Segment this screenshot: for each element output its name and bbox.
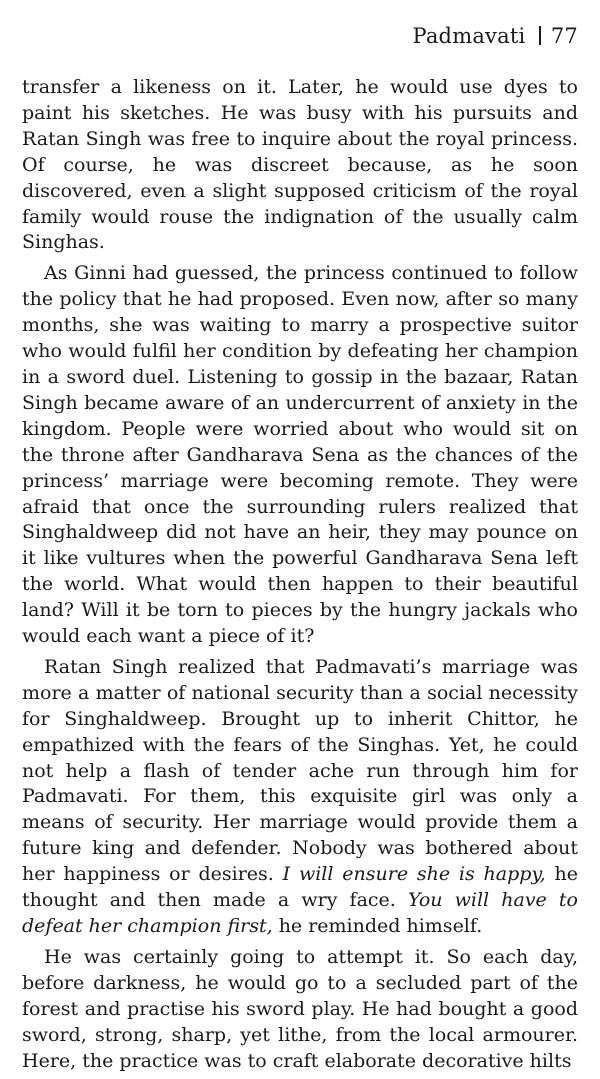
paragraph-4 <box>22 945 578 1075</box>
paragraph-3-italic-reminder: You will have to defeat her champion first, <box>22 889 578 937</box>
page-number: 77 <box>550 24 578 48</box>
header-separator <box>539 26 541 45</box>
book-page <box>22 0 578 1072</box>
paragraph-3 <box>22 655 578 940</box>
paragraph-3-text-c: he reminded himself. <box>272 915 483 937</box>
paragraph-3-italic-thought: I will ensure she is happy, <box>282 863 546 886</box>
paragraph-1 <box>22 75 578 256</box>
book-title: Padmavati <box>412 24 526 48</box>
body-text <box>22 75 578 1079</box>
running-head <box>412 22 578 50</box>
paragraph-2 <box>22 261 578 650</box>
paragraph-2-text: As Ginni had guessed, the princess continued to follow the policy that he had proposed. Even now, after so many months, she was waiting to marry a prospective suitor who would fulfil her condition by defeating her champion in a sword duel. Listening to gossip in the bazaar, Ratan Singh became aware of an undercurrent of anxiety in the kingdom. People were worried about who would sit on the throne after Gandharava Sena as the chances of the princess’ marriage were becoming remote. They were afraid that once the surrounding rulers realized that Singhaldweep did not have an heir, they may pounce on it like vultures when the powerful Gandharava Sena left the world. What would then happen to their beautiful land? Will it be torn to pieces by the hungry jackals who would each want a piece of it? <box>22 262 578 648</box>
paragraph-4-text: He was certainly going to attempt it. So each day, before darkness, he would go to a secluded part of the forest and practise his sword play. He had bought a good sword, strong, sharp, yet lithe, from the local armourer. Here, the practice was to craft elaborate decorative hilts <box>22 945 578 1072</box>
paragraph-3-text-a: Ratan Singh realized that Padmavati’s marriage was more a matter of national security than a social necessity for Singhaldweep. Brought up to inherit Chittor, he empathized with the fears of the Singhas. Yet, he could not help a flash of tender ache run through him for Padmavati. For them, this exquisite girl was only a means of security. Her marriage would provide them a future king and defender. Nobody was bothered about her happiness or desires. <box>22 655 578 886</box>
paragraph-1-text: transfer a likeness on it. Later, he would use dyes to paint his sketches. He was busy with his pursuits and Ratan Singh was free to inquire about the royal princess. Of course, he was discreet because, as he soon discovered, even a slight supposed criticism of the royal family would rouse the indignation of the usually calm Singhas. <box>22 76 578 254</box>
paragraph-3-text-b: he thought and then made a wry face. <box>22 863 578 912</box>
